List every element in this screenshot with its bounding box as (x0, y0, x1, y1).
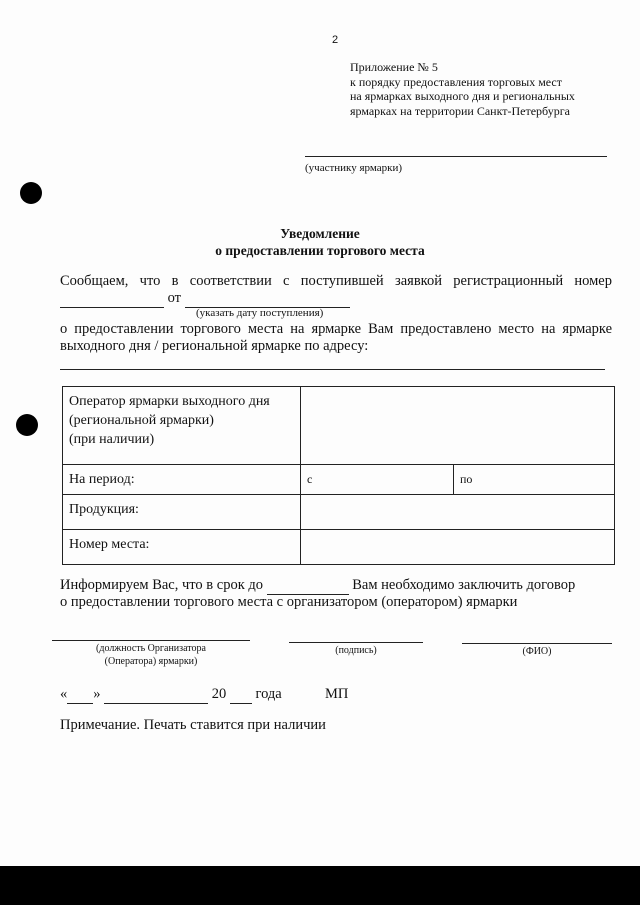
intro-line-1: Сообщаем, что в соответствии с поступившей заявкой регистрационный номер (60, 273, 612, 289)
table-row (63, 495, 615, 530)
document-title (0, 225, 640, 259)
appendix-line: Приложение № 5 (350, 60, 438, 74)
position-caption-line: (Оператора) ярмарки) (104, 656, 198, 667)
appendix-line: на ярмарках выходного дня и региональных (350, 89, 575, 103)
table-row (63, 465, 615, 495)
table-row (63, 387, 615, 465)
title-line-2: о предоставлении торгового места (215, 243, 425, 258)
period-to-cell: по (454, 465, 615, 495)
table-row (63, 530, 615, 565)
close-quote: » (93, 686, 101, 702)
intro-line-4: выходного дня / региональной ярмарке по адресу: (60, 338, 369, 354)
operator-label-line: (региональной ярмарки) (69, 413, 214, 428)
year-prefix: 20 (211, 686, 227, 702)
open-quote: « (60, 686, 68, 702)
intro-line-2 (60, 290, 612, 308)
date-line (60, 686, 348, 704)
operator-value-cell (301, 387, 615, 465)
from-word: от (167, 290, 182, 306)
recipient-caption: (участнику ярмарки) (305, 162, 403, 174)
month-field (104, 686, 208, 704)
deadline-field (267, 577, 349, 595)
period-from-cell: с (301, 465, 454, 495)
address-field-line (60, 369, 605, 370)
stamp-mark: МП (324, 686, 349, 702)
place-label-cell: Номер места: (63, 530, 301, 565)
position-line (52, 640, 250, 641)
year-suffix: года (255, 686, 282, 702)
operator-label-cell (63, 387, 301, 465)
intro-line-3: о предоставлении торгового места на ярмарке Вам предоставлено место на ярмарке (60, 321, 612, 337)
operator-label-line: Оператор ярмарки выходного дня (69, 394, 270, 409)
signature-caption: (подпись) (335, 645, 377, 656)
appendix-line: ярмарках на территории Санкт-Петербурга (350, 103, 570, 118)
date-hint: (указать дату поступления) (196, 307, 324, 319)
products-label-cell: Продукция: (63, 495, 301, 530)
info-table (62, 386, 615, 565)
day-field (67, 686, 93, 704)
position-caption (52, 642, 250, 668)
registration-number-field (60, 290, 164, 308)
operator-label-line: (при наличии) (69, 432, 155, 447)
note: Примечание. Печать ставится при наличии (60, 717, 326, 733)
punch-hole-bottom (16, 414, 38, 436)
scan-bottom-edge (0, 866, 640, 905)
name-line (462, 643, 612, 644)
name-caption: (ФИО) (522, 646, 552, 657)
products-value-cell (301, 495, 615, 530)
year-field (230, 686, 252, 704)
recipient-line (305, 156, 607, 157)
punch-hole-top (20, 182, 42, 204)
page-number: 2 (332, 34, 339, 46)
inform-line-1 (60, 577, 612, 595)
signature-line (289, 642, 423, 643)
period-label-cell: На период: (63, 465, 301, 495)
inform-part-2: Вам необходимо заключить договор (352, 577, 576, 593)
receipt-date-field (185, 290, 350, 308)
position-caption-line: (должность Организатора (96, 643, 206, 654)
title-line-1: Уведомление (280, 226, 360, 241)
place-value-cell (301, 530, 615, 565)
appendix-line: к порядку предоставления торговых мест (350, 74, 562, 89)
appendix-header (350, 60, 620, 118)
inform-part-1: Информируем Вас, что в срок до (60, 577, 264, 593)
inform-line-2: о предоставлении торгового места с организатором (оператором) ярмарки (60, 594, 518, 610)
